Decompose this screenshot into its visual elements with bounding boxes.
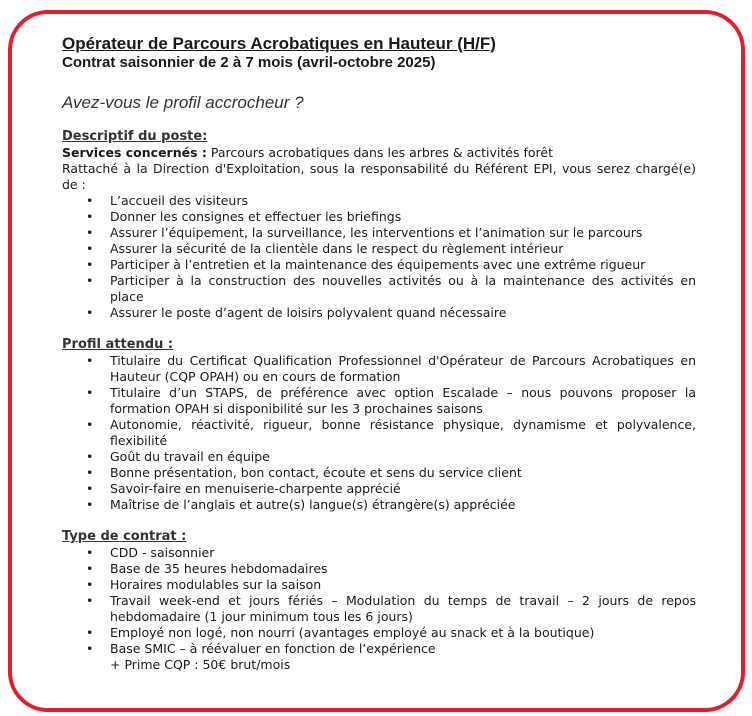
list-item: • Savoir-faire en menuiserie-charpente apprécié	[86, 481, 401, 496]
bullet-icon: •	[86, 593, 94, 608]
list-item: • L’accueil des visiteurs	[86, 193, 249, 208]
list-item: • Maîtrise de l’anglais et autre(s) langue(s) étrangère(s) appréciée	[86, 497, 516, 512]
services-value: Parcours acrobatiques dans les arbres & activités forêt	[206, 145, 553, 160]
bullet-icon: •	[86, 625, 94, 640]
bullet-icon: •	[86, 257, 94, 272]
job-posting	[62, 34, 696, 673]
profil-list	[62, 353, 696, 513]
bullet-icon: •	[86, 481, 94, 496]
contrat-heading: Type de contrat :	[62, 529, 187, 544]
profil-heading: Profil attendu :	[62, 337, 174, 352]
list-item: • Titulaire d’un STAPS, de préférence avec option Escalade – nous pouvons proposer la formation OPAH si disponibilité sur les 3 prochaines saisons	[86, 385, 696, 416]
list-item: • Autonomie, réactivité, rigueur, bonne résistance physique, dynamisme et polyvalence, flexibilité	[86, 417, 696, 448]
prime-line: + Prime CQP : 50€ brut/mois	[110, 657, 291, 672]
contract-subtitle: Contrat saisonnier de 2 à 7 mois (avril-octobre 2025)	[62, 54, 436, 71]
bullet-icon: •	[86, 577, 94, 592]
bullet-icon: •	[86, 641, 94, 656]
bullet-icon: •	[86, 465, 94, 480]
bullet-icon: •	[86, 417, 94, 432]
list-item: • Base de 35 heures hebdomadaires	[86, 561, 328, 576]
list-item: • Participer à la construction des nouvelles activités ou à la maintenance des activités en place	[86, 273, 696, 304]
job-title: Opérateur de Parcours Acrobatiques en Hauteur (H/F)	[62, 34, 496, 53]
bullet-icon: •	[86, 193, 94, 208]
bullet-icon: •	[86, 497, 94, 512]
list-item: • Travail week-end et jours fériés – Modulation du temps de travail – 2 jours de repos hebdomadaire (1 jour minimum tous les 6 jours)	[86, 593, 696, 624]
services-label: Services concernés :	[62, 145, 207, 160]
bullet-icon: •	[86, 225, 94, 240]
descriptif-intro: Rattaché à la Direction d'Exploitation, sous la responsabilité du Référent EPI, vous serez chargé(e) de :	[62, 161, 696, 192]
list-item: • Donner les consignes et effectuer les briefings	[86, 209, 402, 224]
list-item: • Goût du travail en équipe	[86, 449, 270, 464]
tagline: Avez-vous le profil accrocheur ?	[62, 93, 304, 112]
list-item: • Base SMIC – à réévaluer en fonction de l’expérience	[86, 641, 436, 656]
list-item: • Assurer la sécurité de la clientèle dans le respect du règlement intérieur	[86, 241, 564, 256]
descriptif-list	[62, 193, 696, 321]
bullet-icon: •	[86, 305, 94, 320]
list-item: • CDD - saisonnier	[86, 545, 215, 560]
list-item: • Assurer l’équipement, la surveillance, les interventions et l’animation sur le parcours	[86, 225, 643, 240]
bullet-icon: •	[86, 241, 94, 256]
contrat-list	[62, 545, 696, 657]
bullet-icon: •	[86, 545, 94, 560]
list-item: • Participer à l’entretien et la maintenance des équipements avec une extrême rigueur	[86, 257, 646, 272]
bullet-icon: •	[86, 385, 94, 400]
list-item: • Titulaire du Certificat Qualification Professionnel d'Opérateur de Parcours Acrobatiques en Hauteur (CQP OPAH) ou en cours de formation	[86, 353, 696, 384]
bullet-icon: •	[86, 561, 94, 576]
list-item: • Bonne présentation, bon contact, écoute et sens du service client	[86, 465, 522, 480]
bullet-icon: •	[86, 449, 94, 464]
list-item: • Assurer le poste d’agent de loisirs polyvalent quand nécessaire	[86, 305, 507, 320]
bullet-icon: •	[86, 273, 94, 288]
bullet-icon: •	[86, 209, 94, 224]
descriptif-heading: Descriptif du poste:	[62, 129, 208, 144]
services-line	[62, 145, 696, 161]
list-item: • Horaires modulables sur la saison	[86, 577, 322, 592]
list-item: • Employé non logé, non nourri (avantages employé au snack et à la boutique)	[86, 625, 595, 640]
bullet-icon: •	[86, 353, 94, 368]
